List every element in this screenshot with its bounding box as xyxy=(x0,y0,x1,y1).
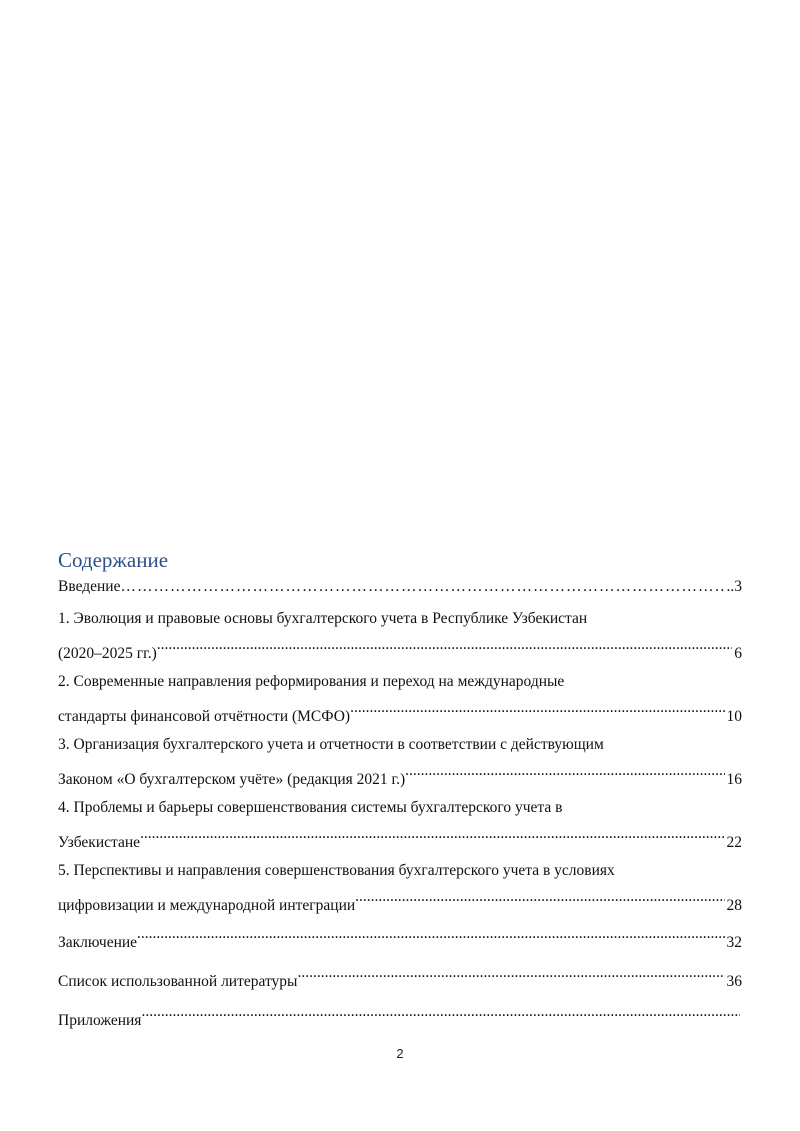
toc-entry-appendices[interactable] xyxy=(58,999,742,1034)
toc-entry-references[interactable] xyxy=(58,960,742,995)
toc-entry-page: 32 xyxy=(726,934,742,951)
toc-entry-title-line2: Законом «О бухгалтерском учёте» (редакция 2021 г.) xyxy=(58,771,406,788)
toc-entry-chapter-1[interactable] xyxy=(58,606,742,667)
toc-entry-page: 6 xyxy=(734,645,742,662)
toc-entry-label: Список использованной литературы xyxy=(58,973,298,990)
toc-entry-label: Заключение xyxy=(58,934,138,951)
toc-entry-chapter-2[interactable] xyxy=(58,669,742,730)
toc-entry-page: 16 xyxy=(726,771,742,788)
table-of-contents xyxy=(58,546,742,1038)
toc-entry-title-line1: 4. Проблемы и барьеры совершенствования системы бухгалтерского учета в xyxy=(58,799,563,816)
toc-leader xyxy=(120,574,724,600)
toc-entry-conclusion[interactable] xyxy=(58,921,742,956)
toc-leader xyxy=(140,821,724,847)
toc-leader xyxy=(355,884,724,910)
toc-entry-title-line1: 5. Перспективы и направления совершенствования бухгалтерского учета в условиях xyxy=(58,862,615,879)
toc-entry-chapter-4[interactable] xyxy=(58,795,742,856)
toc-heading: Содержание xyxy=(58,548,169,572)
toc-entry-page: 10 xyxy=(726,708,742,725)
toc-entry-intro[interactable] xyxy=(58,574,742,600)
toc-leader xyxy=(141,999,740,1025)
toc-leader xyxy=(350,695,724,721)
toc-entry-page: 28 xyxy=(726,897,742,914)
toc-entry-title-line1: 1. Эволюция и правовые основы бухгалтерского учета в Республике Узбекистан xyxy=(58,610,588,627)
toc-entry-chapter-3[interactable] xyxy=(58,732,742,793)
toc-entry-title-line2: цифровизации и международной интеграции xyxy=(58,897,356,914)
toc-entry-page: 22 xyxy=(726,834,742,851)
toc-entry-page: ..3 xyxy=(726,578,742,595)
toc-leader xyxy=(157,632,732,658)
toc-entry-title-line2: Узбекистане xyxy=(58,834,141,851)
toc-entry-label: Введение xyxy=(58,578,121,595)
toc-entry-chapter-5[interactable] xyxy=(58,858,742,919)
toc-leader xyxy=(405,758,724,784)
toc-entry-title-line1: 3. Организация бухгалтерского учета и отчетности в соответствии с действующим xyxy=(58,736,604,753)
toc-entry-title-line1: 2. Современные направления реформирования и переход на международные xyxy=(58,673,565,690)
toc-leader xyxy=(137,921,724,947)
page-number: 2 xyxy=(396,1046,404,1061)
toc-entry-page: 36 xyxy=(726,973,742,990)
toc-entry-label: Приложения xyxy=(58,1012,142,1029)
toc-entry-title-line2: стандарты финансовой отчётности (МСФО) xyxy=(58,708,351,725)
toc-leader xyxy=(297,960,724,986)
toc-entry-title-line2: (2020–2025 гг.) xyxy=(58,645,157,662)
